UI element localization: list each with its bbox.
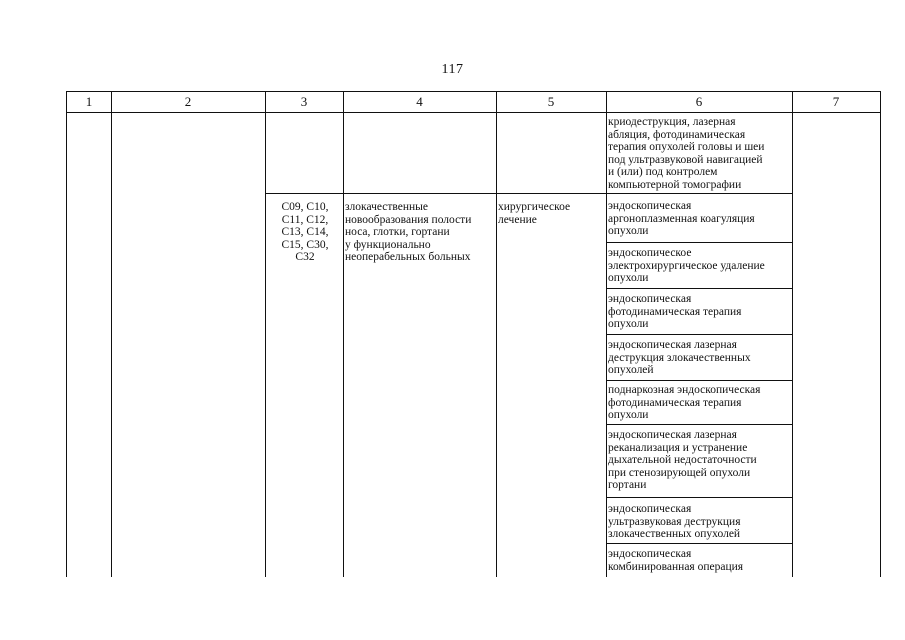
treatment-method-cell: эндоскопическая аргоноплазменная коагуляция опухоли: [608, 200, 755, 238]
method-divider: [606, 334, 792, 335]
header-col-7: 7: [832, 94, 840, 109]
column-divider: [111, 92, 112, 577]
treatment-method-cell: эндоскопическое электрохирургическое удаление опухоли: [608, 247, 765, 285]
method-divider: [606, 543, 792, 544]
method-divider: [606, 497, 792, 498]
treatment-method-cell: эндоскопическая ультразвуковая деструкция злокачественных опухолей: [608, 503, 741, 541]
header-divider: [67, 112, 880, 113]
method-divider: [606, 242, 792, 243]
treatment-method-cell: эндоскопическая фотодинамическая терапия опухоли: [608, 293, 742, 331]
method-divider: [606, 380, 792, 381]
header-col-6: 6: [695, 94, 703, 109]
treatment-type-cell: хирургическое лечение: [498, 201, 571, 226]
treatment-method-cell: криодеструкция, лазерная абляция, фотодинамическая терапия опухолей головы и шеи под ультразвуковой навигацией и (или) под контролем компьютерной томографии: [608, 116, 765, 191]
treatment-method-cell: эндоскопическая лазерная реканализация и устранение дыхательной недостаточности при стенозирующей опухоли гортани: [608, 429, 757, 492]
header-col-5: 5: [547, 94, 555, 109]
patient-model-cell: злокачественные новообразования полости носа, глотки, гортани у функционально неоперабельных больных: [345, 201, 472, 264]
column-divider: [343, 92, 344, 577]
column-divider: [792, 92, 793, 577]
icd-codes-cell: С09, С10, С11, С12, С13, С14, С15, С30, С32: [281, 201, 329, 264]
method-divider: [606, 288, 792, 289]
header-col-1: 1: [85, 94, 93, 109]
treatment-method-cell: поднаркозная эндоскопическая фотодинамическая терапия опухоли: [608, 384, 761, 422]
header-col-4: 4: [416, 94, 423, 109]
page-number: 117: [441, 62, 464, 77]
treatment-method-cell: эндоскопическая комбинированная операция: [608, 548, 744, 573]
header-col-3: 3: [300, 94, 308, 109]
row-divider: [265, 193, 792, 194]
column-divider: [265, 92, 266, 577]
treatment-method-cell: эндоскопическая лазерная деструкция злокачественных опухолей: [608, 339, 751, 377]
medical-care-table: [66, 91, 881, 577]
method-divider: [606, 424, 792, 425]
column-divider: [496, 92, 497, 577]
header-col-2: 2: [184, 94, 192, 109]
